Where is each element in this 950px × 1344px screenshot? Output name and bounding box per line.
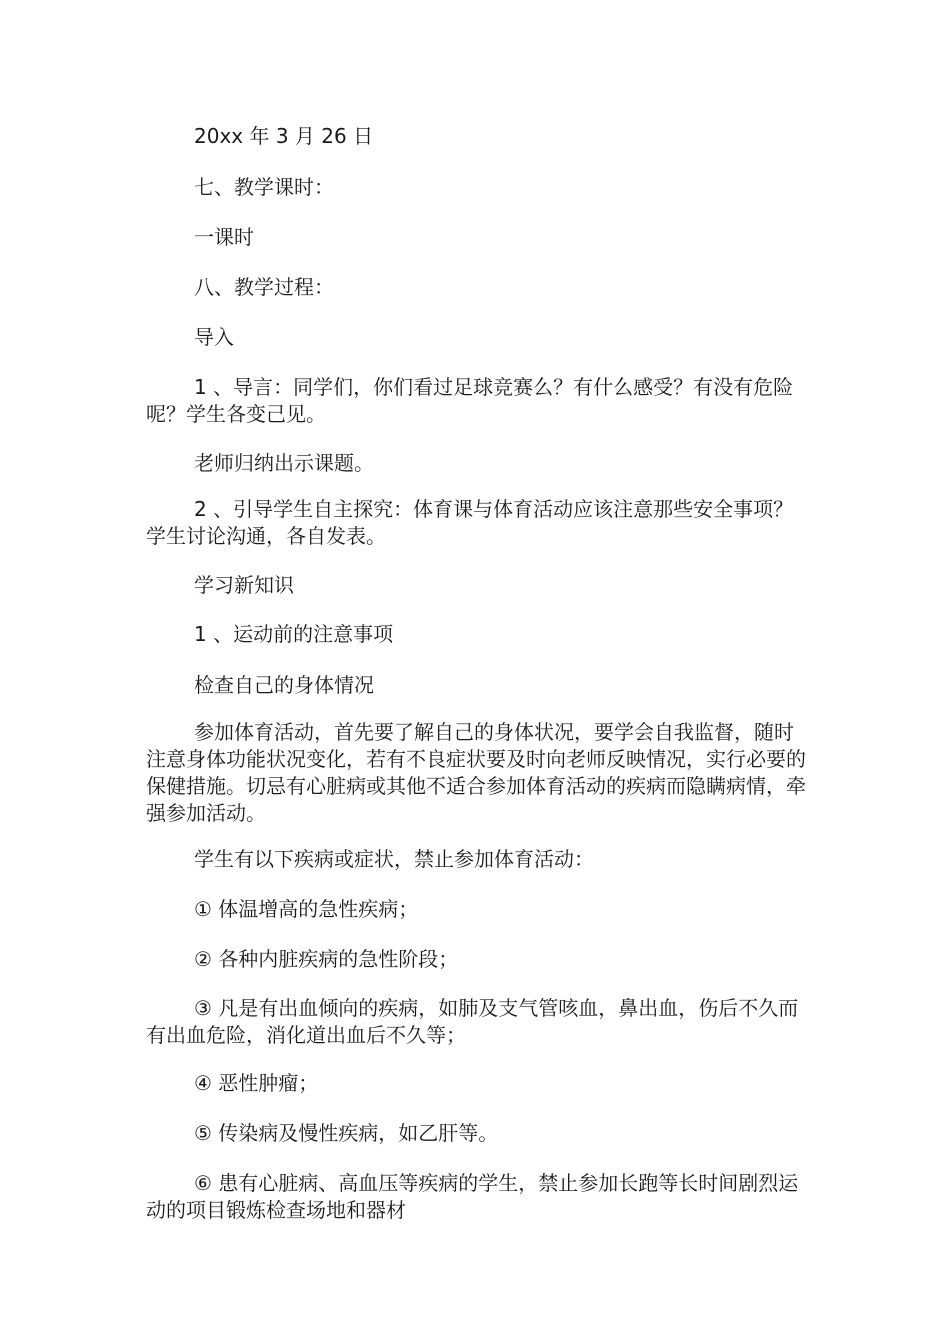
paragraph-intro-2: 2 、引导学生自主探究：体育课与体育活动应该注意那些安全事项？学生讨论沟通，各自发表。 xyxy=(146,497,794,548)
paragraph-intro-1: 1 、导言：同学们，你们看过足球竞赛么？有什么感受？有没有危险呢？学生各变己见。 xyxy=(146,375,794,426)
section-heading-teaching-process: 八、教学过程： xyxy=(194,275,334,299)
paragraph-body-condition: 参加体育活动，首先要了解自己的身体状况，要学会自我监督，随时注意身体功能状况变化，若有不良症状要及时向老师反映情况，实行必要的保健措施。切忌有心脏病或其他不适合参加体育活动的疾病而隐瞒病情，牵强参加活动。 xyxy=(146,720,806,825)
paragraph-prohibited-intro: 学生有以下疾病或症状，禁止参加体育活动： xyxy=(194,847,594,871)
list-item-4: ④ 恶性肿瘤； xyxy=(194,1071,319,1095)
date-line: 20xx 年 3 月 26 日 xyxy=(194,124,374,148)
list-item-5: ⑤ 传染病及慢性疾病，如乙肝等。 xyxy=(194,1121,499,1145)
subheading-check-body: 检查自己的身体情况 xyxy=(194,673,374,697)
paragraph-teacher-summary: 老师归纳出示课题。 xyxy=(194,451,374,475)
subheading-new-knowledge: 学习新知识 xyxy=(194,573,294,597)
list-item-2: ② 各种内脏疾病的急性阶段； xyxy=(194,947,459,971)
list-item-1: ① 体温增高的急性疾病； xyxy=(194,897,419,921)
section-heading-lesson-hours: 七、教学课时： xyxy=(194,175,334,199)
subheading-introduction: 导入 xyxy=(194,325,234,349)
list-item-3: ③ 凡是有出血倾向的疾病，如肺及支气管咳血，鼻出血，伤后不久而有出血危险，消化道出血后不久等； xyxy=(146,996,799,1047)
subheading-before-exercise: 1 、运动前的注意事项 xyxy=(194,622,394,646)
paragraph-one-lesson: 一课时 xyxy=(194,225,254,249)
list-item-6: ⑥ 患有心脏病、高血压等疾病的学生，禁止参加长跑等长时间剧烈运动的项目锻炼检查场地和器材 xyxy=(146,1171,799,1222)
